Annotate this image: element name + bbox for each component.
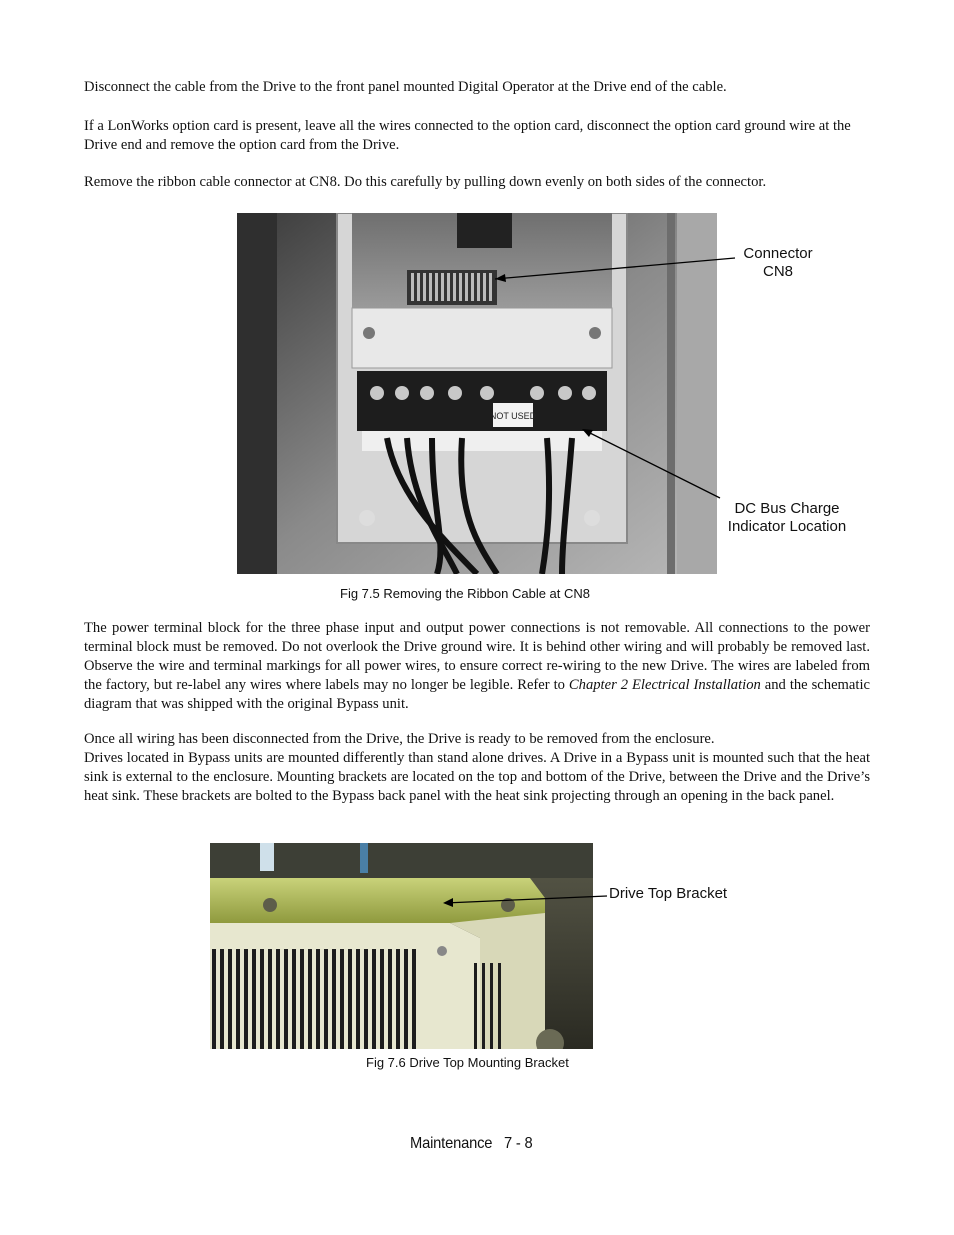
figure-7-5-caption: Fig 7.5 Removing the Ribbon Cable at CN8 — [340, 586, 591, 601]
paragraph-bypass-mounting: Drives located in Bypass units are mounted differently than stand alone drives. A Drive in a Bypass unit is mounted such that the heat sink is external to the enclosure. Mounting brackets are located on the top and bottom of the Drive, between the Drive and the Drive’s heat sink. These brackets are bolted to the Bypass back panel with the heat sink projecting through an opening in the back panel. — [84, 750, 870, 804]
drive-terminal-illustration — [237, 213, 717, 574]
paragraph-remove-ribbon-cable: Remove the ribbon cable connector at CN8. Do this carefully by pulling down evenly on both sides of the connector. — [84, 174, 767, 190]
paragraph-power-terminal-block — [84, 619, 870, 714]
paragraph-lonworks-option-card: If a LonWorks option card is present, leave all the wires connected to the option card, disconnect the option card ground wire at the Drive end and remove the option card from the Drive. — [84, 118, 851, 153]
page-footer: Maintenance 7 - 8 — [410, 1135, 533, 1152]
callout-dcbus-line1: DC Bus Charge — [734, 500, 840, 517]
callout-dc-bus-charge — [718, 500, 856, 536]
not-used-label: NOT USED — [489, 411, 537, 421]
callout-connector-line1: Connector — [743, 245, 813, 262]
figure-7-6-caption: Fig 7.6 Drive Top Mounting Bracket — [366, 1055, 569, 1070]
drive-bracket-illustration — [210, 843, 593, 1049]
chapter-2-reference: Chapter 2 Electrical Installation — [568, 677, 761, 693]
paragraph-power-terminal-text-b: and the schematic diagram that was shipped with the original Bypass unit. — [84, 677, 870, 712]
photo-drive-top-bracket — [210, 843, 593, 1049]
callout-connector-cn8 — [728, 245, 828, 281]
callout-drive-top-bracket: Drive Top Bracket — [609, 885, 728, 902]
paragraph-drive-ready: Once all wiring has been disconnected from the Drive, the Drive is ready to be removed from the enclosure. — [84, 731, 715, 747]
callout-connector-line2: CN8 — [762, 263, 793, 280]
callout-dcbus-line2: Indicator Location — [727, 518, 847, 535]
paragraph-disconnect-cable: Disconnect the cable from the Drive to the front panel mounted Digital Operator at the Drive end of the cable. — [84, 79, 727, 95]
photo-drive-cn8 — [237, 213, 717, 574]
paragraph-power-terminal-text-a: The power terminal block for the three phase input and output power connections is not removable. All connections to the power terminal block must be removed. Do not overlook the Drive ground wire. It is behind other wiring and will probably be removed last. Observe the wire and terminal markings for all power wires, to ensure correct re-wiring to the new Drive. The wires are labeled from the factory, but re-label any wires where labels may no longer be legible. Refer to — [84, 620, 870, 693]
